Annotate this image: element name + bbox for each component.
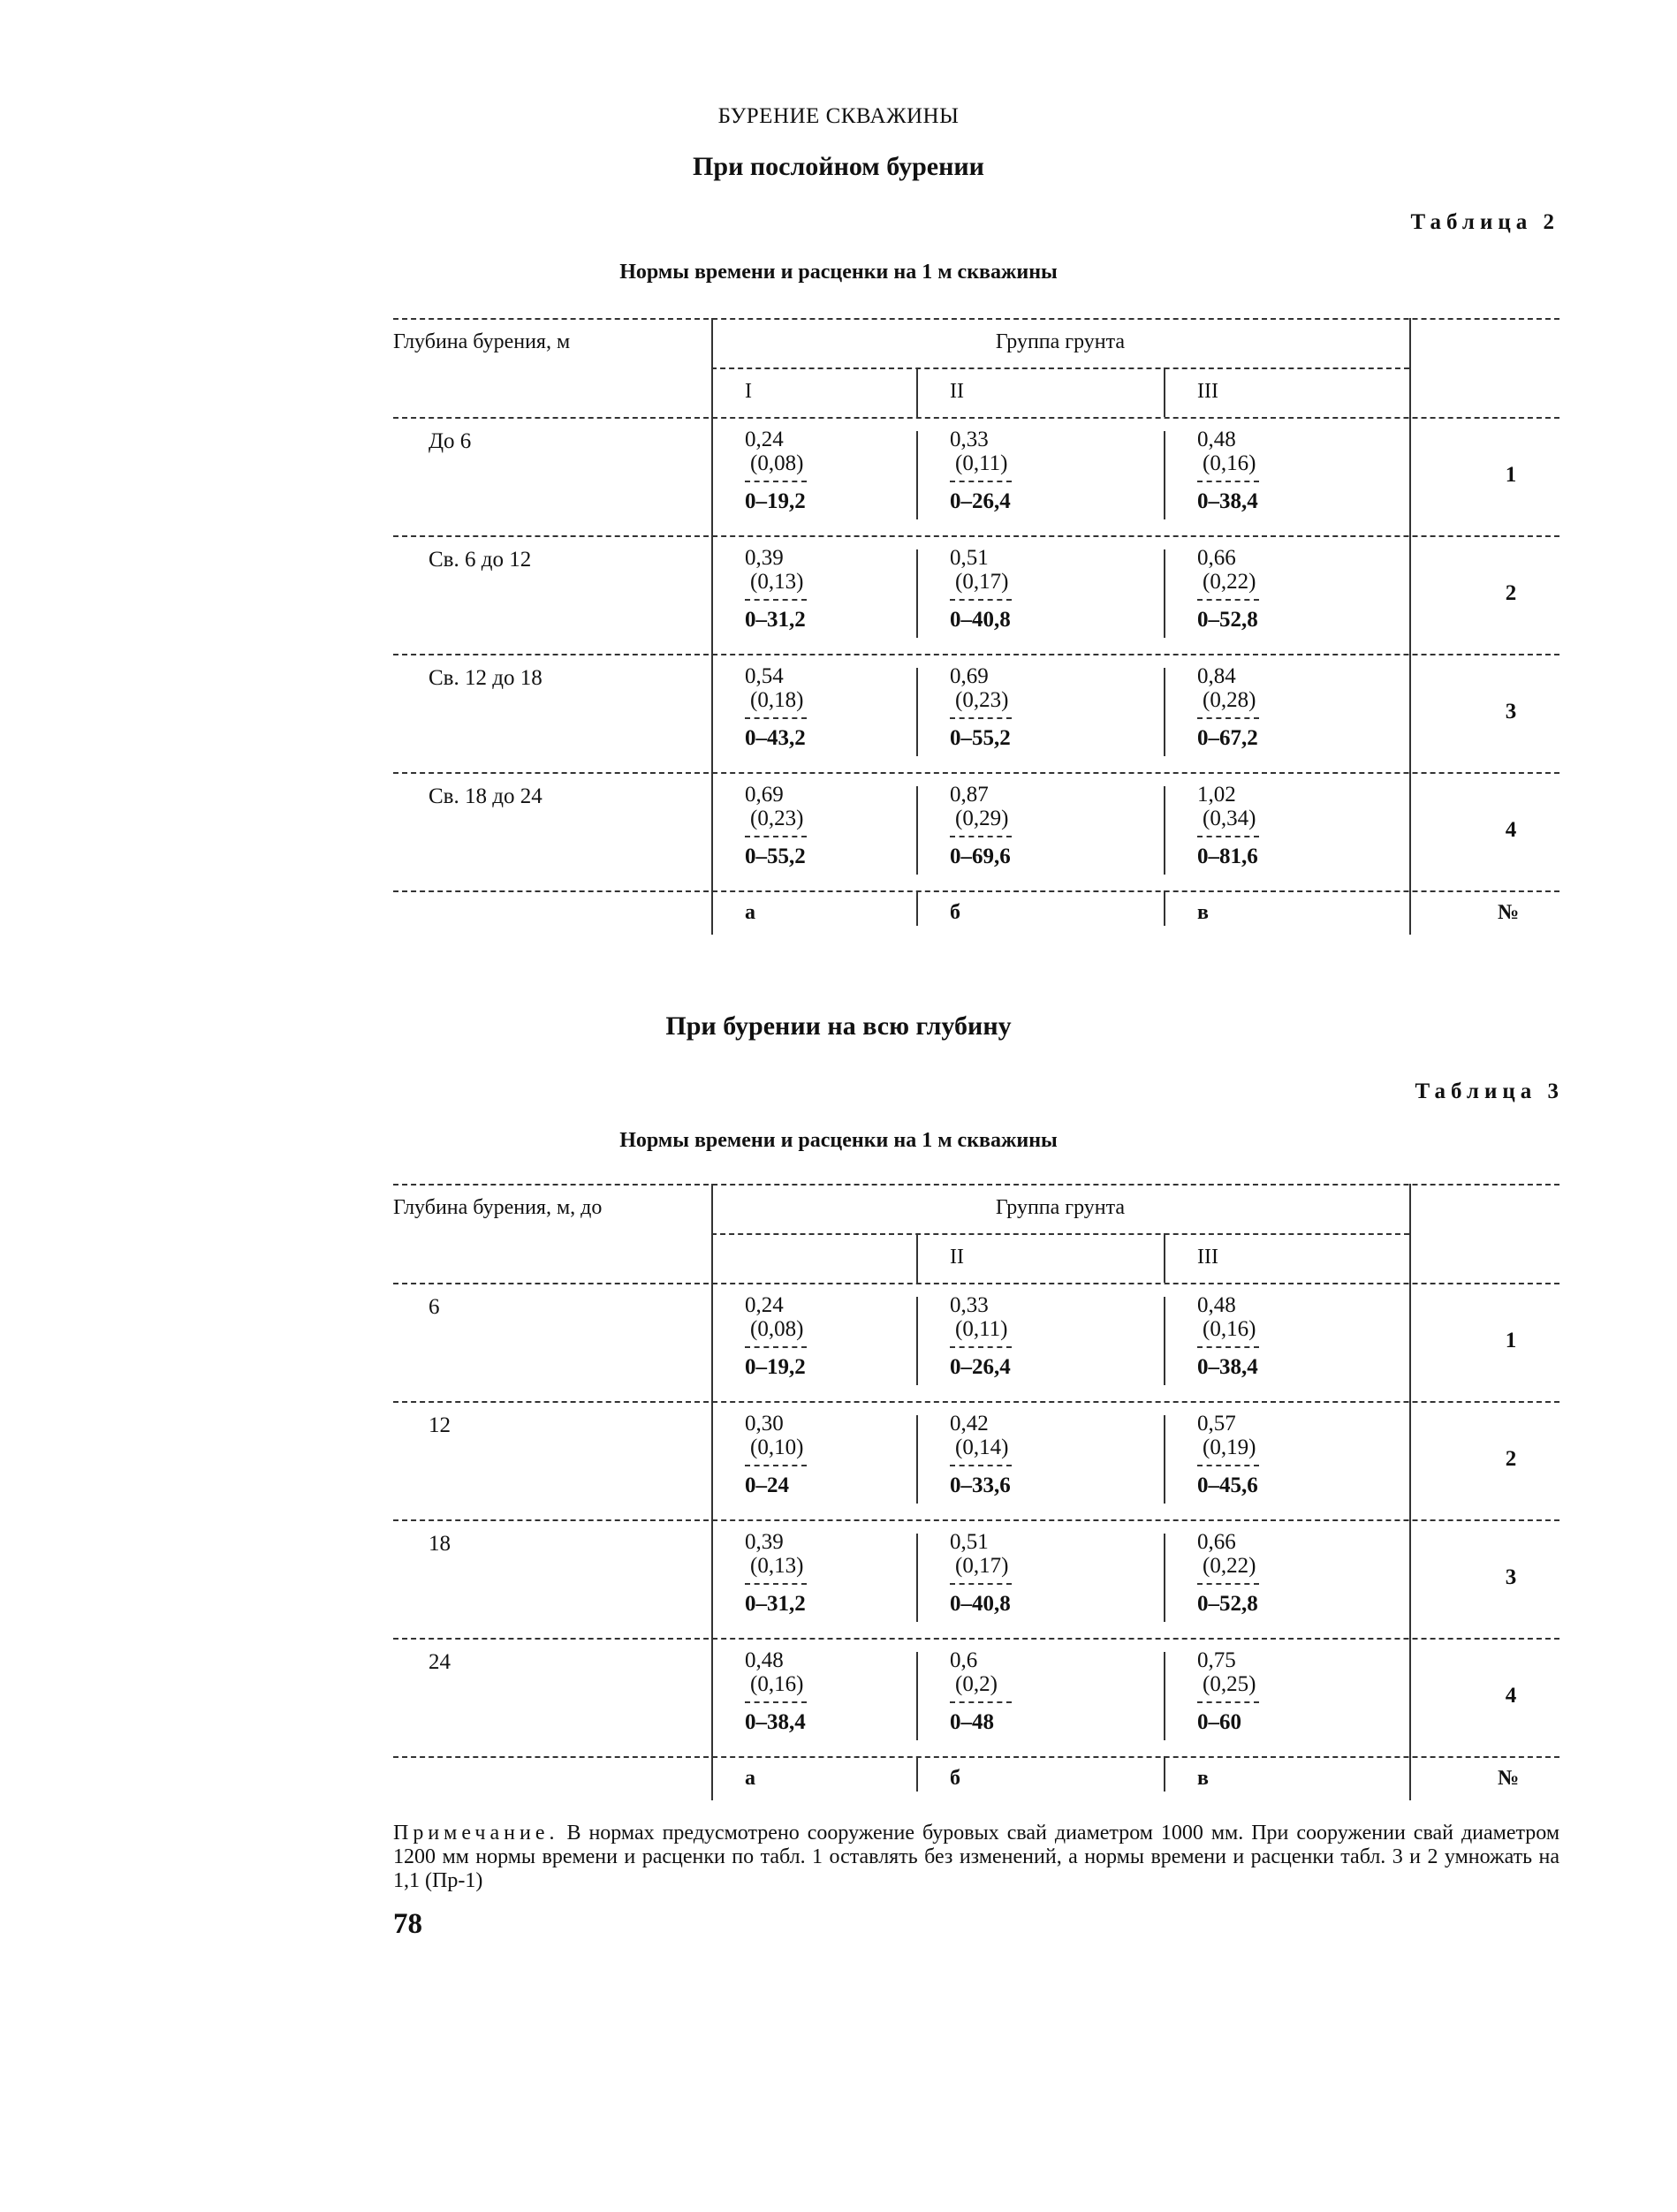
rate-value: 0–81,6 bbox=[1197, 845, 1258, 868]
cell-divider bbox=[1409, 1652, 1411, 1740]
footer-divider bbox=[1164, 1756, 1165, 1792]
cell-divider bbox=[916, 1297, 918, 1385]
fraction-divider bbox=[745, 1583, 807, 1585]
page-number: 78 bbox=[393, 1908, 422, 1940]
norm-rate-cell bbox=[1197, 1293, 1259, 1379]
machinist-time-norm: (0,29) bbox=[955, 807, 1009, 830]
col-divider bbox=[1164, 367, 1165, 417]
soil-group-header: Группа грунта bbox=[995, 1196, 1126, 1219]
cell-divider bbox=[1164, 786, 1165, 875]
fraction-divider bbox=[745, 836, 807, 837]
machinist-time-norm: (0,17) bbox=[955, 570, 1009, 594]
fraction-divider bbox=[1197, 1583, 1259, 1585]
cell-divider bbox=[1409, 1534, 1411, 1622]
table3 bbox=[393, 1184, 1559, 1793]
norm-rate-cell bbox=[745, 428, 807, 513]
footer-divider bbox=[1164, 890, 1165, 926]
rate-value: 0–52,8 bbox=[1197, 1592, 1258, 1616]
cell-divider bbox=[1409, 549, 1411, 638]
machinist-time-norm: (0,08) bbox=[750, 451, 804, 475]
time-norm: 0,51 bbox=[950, 546, 989, 570]
norm-rate-cell bbox=[950, 1293, 1012, 1379]
row-rule bbox=[393, 1638, 1559, 1640]
depth-cell: До 6 bbox=[429, 429, 472, 453]
time-norm: 0,69 bbox=[745, 783, 784, 807]
rate-value: 0–31,2 bbox=[745, 1592, 806, 1616]
machinist-time-norm: (0,08) bbox=[750, 1317, 804, 1341]
depth-cell: Св. 18 до 24 bbox=[429, 784, 543, 808]
machinist-time-norm: (0,11) bbox=[955, 1317, 1008, 1341]
footer-divider bbox=[1409, 1756, 1411, 1792]
depth-column-header: Глубина бурения, м bbox=[393, 330, 571, 353]
fraction-divider bbox=[1197, 836, 1259, 837]
row-rule bbox=[393, 1401, 1559, 1403]
row-number: 1 bbox=[1505, 1329, 1517, 1352]
cell-divider bbox=[1164, 549, 1165, 638]
machinist-time-norm: (0,13) bbox=[750, 570, 804, 594]
norm-rate-cell bbox=[745, 1412, 807, 1497]
table3-caption: Нормы времени и расценки на 1 м скважины bbox=[619, 1129, 1058, 1152]
fraction-divider bbox=[950, 481, 1012, 482]
row-number: 4 bbox=[1505, 1684, 1517, 1708]
soil-group-2-label: II bbox=[950, 380, 964, 403]
time-norm: 0,66 bbox=[1197, 546, 1236, 570]
table2-caption: Нормы времени и расценки на 1 м скважины bbox=[619, 261, 1058, 284]
norm-rate-cell bbox=[745, 664, 807, 750]
cell-divider bbox=[1164, 1297, 1165, 1385]
fraction-divider bbox=[1197, 1465, 1259, 1466]
rate-value: 0–31,2 bbox=[745, 608, 806, 632]
soil-group-1-label: I bbox=[745, 380, 752, 403]
cell-divider bbox=[1409, 668, 1411, 756]
machinist-time-norm: (0,22) bbox=[1203, 1554, 1256, 1578]
time-norm: 0,33 bbox=[950, 1293, 989, 1317]
note-label: Примечание. bbox=[393, 1822, 559, 1845]
cell-divider bbox=[916, 786, 918, 875]
time-norm: 0,57 bbox=[1197, 1412, 1236, 1436]
rate-value: 0–55,2 bbox=[950, 726, 1011, 750]
machinist-time-norm: (0,34) bbox=[1203, 807, 1256, 830]
depth-cell: 12 bbox=[429, 1413, 451, 1437]
note bbox=[393, 1822, 1559, 1893]
machinist-time-norm: (0,23) bbox=[955, 688, 1009, 712]
row-number: 4 bbox=[1505, 818, 1517, 842]
norm-rate-cell bbox=[1197, 1412, 1259, 1497]
machinist-time-norm: (0,16) bbox=[1203, 1317, 1256, 1341]
rate-value: 0–45,6 bbox=[1197, 1473, 1258, 1497]
machinist-time-norm: (0,25) bbox=[1203, 1672, 1256, 1696]
rate-value: 0–33,6 bbox=[950, 1473, 1011, 1497]
rate-value: 0–19,2 bbox=[745, 489, 806, 513]
time-norm: 0,75 bbox=[1197, 1648, 1236, 1672]
cell-divider bbox=[1164, 431, 1165, 519]
cell-divider bbox=[1164, 668, 1165, 756]
norm-rate-cell bbox=[950, 1530, 1012, 1616]
fraction-divider bbox=[950, 836, 1012, 837]
column-letter: а bbox=[745, 901, 755, 924]
norm-rate-cell bbox=[745, 1648, 807, 1734]
time-norm: 0,24 bbox=[745, 428, 784, 451]
time-norm: 0,69 bbox=[950, 664, 989, 688]
machinist-time-norm: (0,16) bbox=[750, 1672, 804, 1696]
table3-subheading: При бурении на всю глубину bbox=[665, 1011, 1012, 1041]
cell-divider bbox=[1409, 786, 1411, 875]
norm-rate-cell bbox=[745, 1530, 807, 1616]
time-norm: 1,02 bbox=[1197, 783, 1236, 807]
machinist-time-norm: (0,16) bbox=[1203, 451, 1256, 475]
cell-divider bbox=[916, 1652, 918, 1740]
row-number: 3 bbox=[1505, 1565, 1517, 1589]
depth-cell: Св. 12 до 18 bbox=[429, 666, 543, 690]
cell-divider bbox=[1164, 1415, 1165, 1504]
row-rule bbox=[393, 1756, 1559, 1758]
footer-divider bbox=[1409, 890, 1411, 926]
cell-divider bbox=[1409, 1415, 1411, 1504]
machinist-time-norm: (0,18) bbox=[750, 688, 804, 712]
col-divider bbox=[916, 1233, 918, 1283]
cell-divider bbox=[1164, 1652, 1165, 1740]
time-norm: 0,84 bbox=[1197, 664, 1236, 688]
rate-value: 0–40,8 bbox=[950, 608, 1011, 632]
cell-divider bbox=[1164, 1534, 1165, 1622]
row-number: 1 bbox=[1505, 463, 1517, 487]
rate-value: 0–38,4 bbox=[1197, 1355, 1258, 1379]
machinist-time-norm: (0,13) bbox=[750, 1554, 804, 1578]
time-norm: 0,39 bbox=[745, 546, 784, 570]
fraction-divider bbox=[745, 1701, 807, 1703]
machinist-time-norm: (0,19) bbox=[1203, 1436, 1256, 1459]
depth-cell: 18 bbox=[429, 1532, 451, 1556]
time-norm: 0,51 bbox=[950, 1530, 989, 1554]
rate-value: 0–55,2 bbox=[745, 845, 806, 868]
fraction-divider bbox=[745, 599, 807, 601]
machinist-time-norm: (0,17) bbox=[955, 1554, 1009, 1578]
header-bottom-rule bbox=[393, 417, 1559, 419]
rate-value: 0–67,2 bbox=[1197, 726, 1258, 750]
row-number: 3 bbox=[1505, 700, 1517, 723]
norm-rate-cell bbox=[745, 1293, 807, 1379]
soil-group-3-label: III bbox=[1197, 1246, 1218, 1269]
norm-rate-cell bbox=[745, 783, 807, 868]
column-letter: № bbox=[1498, 1767, 1520, 1790]
time-norm: 0,39 bbox=[745, 1530, 784, 1554]
machinist-time-norm: (0,2) bbox=[955, 1672, 998, 1696]
norm-rate-cell bbox=[950, 783, 1012, 868]
fraction-divider bbox=[1197, 481, 1259, 482]
col-divider bbox=[1164, 1233, 1165, 1283]
row-number: 2 bbox=[1505, 1447, 1517, 1471]
time-norm: 0,24 bbox=[745, 1293, 784, 1317]
cell-divider bbox=[916, 1534, 918, 1622]
header-bottom-rule bbox=[393, 1283, 1559, 1284]
fraction-divider bbox=[745, 717, 807, 719]
rate-value: 0–38,4 bbox=[745, 1710, 806, 1734]
depth-cell: Св. 6 до 12 bbox=[429, 548, 532, 572]
rate-value: 0–26,4 bbox=[950, 1355, 1011, 1379]
row-number: 2 bbox=[1505, 581, 1517, 605]
table2-subheading: При послойном бурении bbox=[693, 152, 984, 181]
rate-value: 0–19,2 bbox=[745, 1355, 806, 1379]
machinist-time-norm: (0,11) bbox=[955, 451, 1008, 475]
time-norm: 0,66 bbox=[1197, 1530, 1236, 1554]
rate-value: 0–69,6 bbox=[950, 845, 1011, 868]
group-subheader-rule bbox=[711, 367, 1409, 369]
norm-rate-cell bbox=[1197, 783, 1259, 868]
norm-rate-cell bbox=[1197, 1530, 1259, 1616]
time-norm: 0,33 bbox=[950, 428, 989, 451]
fraction-divider bbox=[745, 1346, 807, 1348]
depth-cell: 24 bbox=[429, 1650, 451, 1674]
column-letter: б bbox=[950, 901, 960, 924]
row-rule bbox=[393, 890, 1559, 892]
norm-rate-cell bbox=[950, 1412, 1012, 1497]
column-letter: в bbox=[1197, 901, 1209, 924]
cell-divider bbox=[916, 549, 918, 638]
fraction-divider bbox=[1197, 599, 1259, 601]
time-norm: 0,6 bbox=[950, 1648, 978, 1672]
norm-rate-cell bbox=[1197, 428, 1259, 513]
machinist-time-norm: (0,14) bbox=[955, 1436, 1009, 1459]
fraction-divider bbox=[1197, 1701, 1259, 1703]
norm-rate-cell bbox=[950, 428, 1012, 513]
fraction-divider bbox=[950, 1701, 1012, 1703]
norm-rate-cell bbox=[950, 1648, 1012, 1734]
group-subheader-rule bbox=[711, 1233, 1409, 1235]
row-rule bbox=[393, 772, 1559, 774]
machinist-time-norm: (0,10) bbox=[750, 1436, 804, 1459]
table-top-rule bbox=[393, 1184, 1559, 1186]
col-divider bbox=[711, 318, 713, 935]
soil-group-header: Группа грунта bbox=[995, 330, 1126, 353]
time-norm: 0,42 bbox=[950, 1412, 989, 1436]
fraction-divider bbox=[1197, 1346, 1259, 1348]
footer-divider bbox=[916, 1756, 918, 1792]
time-norm: 0,30 bbox=[745, 1412, 784, 1436]
rate-value: 0–26,4 bbox=[950, 489, 1011, 513]
machinist-time-norm: (0,23) bbox=[750, 807, 804, 830]
column-letter: а bbox=[745, 1767, 755, 1790]
machinist-time-norm: (0,28) bbox=[1203, 688, 1256, 712]
fraction-divider bbox=[950, 1583, 1012, 1585]
table2 bbox=[393, 318, 1559, 928]
time-norm: 0,48 bbox=[745, 1648, 784, 1672]
table3-label: Таблица 3 bbox=[1415, 1079, 1564, 1103]
rate-value: 0–52,8 bbox=[1197, 608, 1258, 632]
row-rule bbox=[393, 535, 1559, 537]
section-title: БУРЕНИЕ СКВАЖИНЫ bbox=[717, 104, 960, 128]
table2-label: Таблица 2 bbox=[1410, 210, 1559, 234]
col-divider bbox=[916, 367, 918, 417]
rate-value: 0–38,4 bbox=[1197, 489, 1258, 513]
norm-rate-cell bbox=[1197, 546, 1259, 632]
cell-divider bbox=[916, 431, 918, 519]
table-top-rule bbox=[393, 318, 1559, 320]
fraction-divider bbox=[950, 1465, 1012, 1466]
depth-column-header: Глубина бурения, м, до bbox=[393, 1196, 603, 1219]
rate-value: 0–40,8 bbox=[950, 1592, 1011, 1616]
norm-rate-cell bbox=[1197, 1648, 1259, 1734]
norm-rate-cell bbox=[950, 546, 1012, 632]
fraction-divider bbox=[950, 717, 1012, 719]
column-letter: в bbox=[1197, 1767, 1209, 1790]
cell-divider bbox=[1409, 1297, 1411, 1385]
row-rule bbox=[393, 654, 1559, 655]
depth-cell: 6 bbox=[429, 1295, 440, 1319]
rate-value: 0–60 bbox=[1197, 1710, 1241, 1734]
norm-rate-cell bbox=[950, 664, 1012, 750]
soil-group-2-label: II bbox=[950, 1246, 964, 1269]
fraction-divider bbox=[745, 1465, 807, 1466]
column-letter: б bbox=[950, 1767, 960, 1790]
cell-divider bbox=[916, 668, 918, 756]
time-norm: 0,48 bbox=[1197, 428, 1236, 451]
footer-divider bbox=[916, 890, 918, 926]
norm-rate-cell bbox=[745, 546, 807, 632]
fraction-divider bbox=[950, 1346, 1012, 1348]
col-divider bbox=[711, 1184, 713, 1800]
cell-divider bbox=[1409, 431, 1411, 519]
time-norm: 0,48 bbox=[1197, 1293, 1236, 1317]
norm-rate-cell bbox=[1197, 664, 1259, 750]
rate-value: 0–24 bbox=[745, 1473, 789, 1497]
fraction-divider bbox=[745, 481, 807, 482]
column-letter: № bbox=[1498, 901, 1520, 924]
time-norm: 0,87 bbox=[950, 783, 989, 807]
rate-value: 0–43,2 bbox=[745, 726, 806, 750]
machinist-time-norm: (0,22) bbox=[1203, 570, 1256, 594]
fraction-divider bbox=[1197, 717, 1259, 719]
note-text: В нормах предусмотрено сооружение буровых свай диаметром 1000 мм. При сооружении свай диаметром 1200 мм нормы времени и расценки по табл. 1 оставлять без изменений, а нормы времени и расценки табл. 3 и 2 умножать на 1,1 (Пр-1) bbox=[393, 1822, 1560, 1892]
time-norm: 0,54 bbox=[745, 664, 784, 688]
soil-group-3-label: III bbox=[1197, 380, 1218, 403]
fraction-divider bbox=[950, 599, 1012, 601]
row-rule bbox=[393, 1519, 1559, 1521]
cell-divider bbox=[916, 1415, 918, 1504]
rate-value: 0–48 bbox=[950, 1710, 994, 1734]
